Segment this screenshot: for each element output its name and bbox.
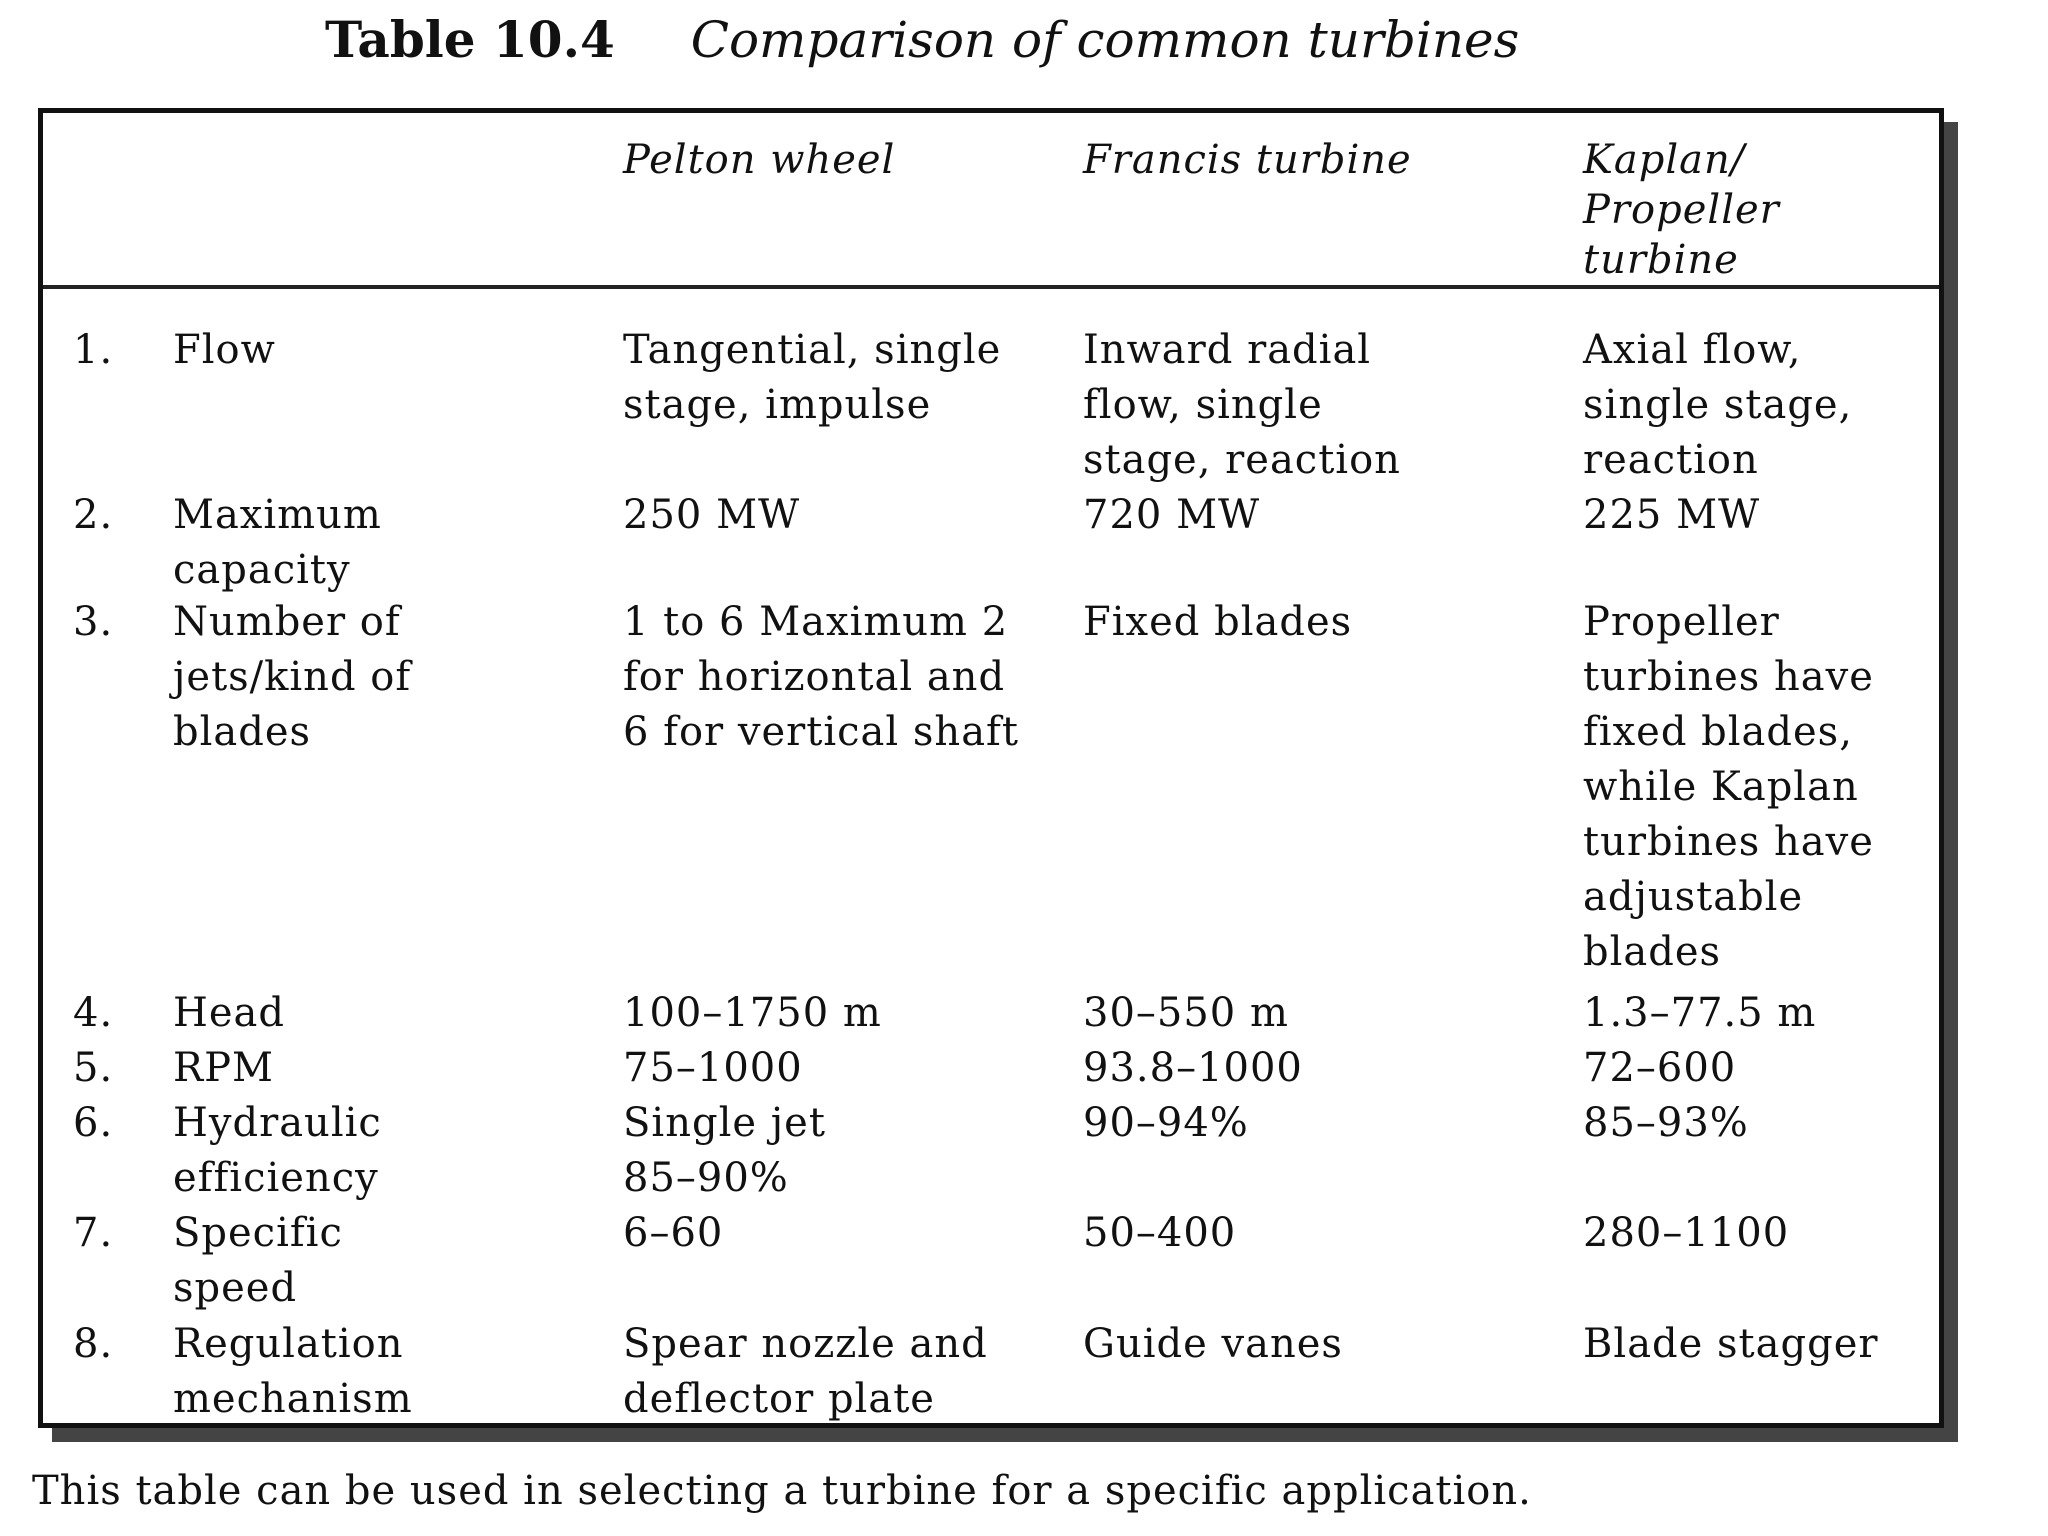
cell-francis: Fixed blades xyxy=(1083,599,1353,645)
header-divider xyxy=(43,285,1939,289)
row-number: 1. xyxy=(73,327,114,373)
row-number: 3. xyxy=(73,599,114,645)
cell-pelton: Tangential, single stage, impulse xyxy=(623,327,1002,428)
cell-francis: 90–94% xyxy=(1083,1100,1249,1146)
row-property: Maximum capacity xyxy=(173,492,382,593)
row-property: Regulation mechanism xyxy=(173,1321,413,1422)
cell-kaplan: 72–600 xyxy=(1583,1045,1737,1091)
row-number: 5. xyxy=(73,1045,114,1091)
cell-pelton: Spear nozzle and deflector plate xyxy=(623,1321,988,1422)
cell-francis: 50–400 xyxy=(1083,1210,1237,1256)
cell-kaplan: 85–93% xyxy=(1583,1100,1749,1146)
row-property: Specific speed xyxy=(173,1210,343,1311)
row-number: 7. xyxy=(73,1210,114,1256)
cell-kaplan: 225 MW xyxy=(1583,492,1761,538)
cell-kaplan: Propeller turbines have fixed blades, while Kaplan turbines have adjustable blades xyxy=(1583,599,1874,975)
table-caption xyxy=(325,10,1519,69)
cell-francis: 30–550 m xyxy=(1083,990,1289,1036)
cell-francis: Guide vanes xyxy=(1083,1321,1343,1367)
cell-pelton: 1 to 6 Maximum 2 for horizontal and 6 for vertical shaft xyxy=(623,599,1019,755)
row-property: Number of jets/kind of blades xyxy=(173,599,412,755)
row-property: Flow xyxy=(173,327,276,373)
row-property: RPM xyxy=(173,1045,274,1091)
column-header-pelton: Pelton wheel xyxy=(623,137,896,183)
cell-francis: 93.8–1000 xyxy=(1083,1045,1303,1091)
row-number: 6. xyxy=(73,1100,114,1146)
cell-kaplan: Blade stagger xyxy=(1583,1321,1879,1367)
row-number: 2. xyxy=(73,492,114,538)
table-title: Comparison of common turbines xyxy=(690,11,1520,69)
cell-pelton: 250 MW xyxy=(623,492,801,538)
column-header-kaplan: Kaplan/ Propeller turbine xyxy=(1583,137,1780,283)
table-footnote: This table can be used in selecting a turbine for a specific application. xyxy=(32,1468,1532,1514)
cell-kaplan: 280–1100 xyxy=(1583,1210,1790,1256)
cell-pelton: 100–1750 m xyxy=(623,990,882,1036)
row-number: 4. xyxy=(73,990,114,1036)
cell-francis: 720 MW xyxy=(1083,492,1261,538)
cell-kaplan: Axial flow, single stage, reaction xyxy=(1583,327,1853,483)
cell-pelton: 6–60 xyxy=(623,1210,724,1256)
cell-francis: Inward radial flow, single stage, reaction xyxy=(1083,327,1401,483)
cell-pelton: Single jet 85–90% xyxy=(623,1100,826,1201)
cell-pelton: 75–1000 xyxy=(623,1045,803,1091)
row-number: 8. xyxy=(73,1321,114,1367)
row-property: Head xyxy=(173,990,286,1036)
column-header-francis: Francis turbine xyxy=(1083,137,1412,183)
table-number: Table 10.4 xyxy=(325,10,615,69)
row-property: Hydraulic efficiency xyxy=(173,1100,382,1201)
cell-kaplan: 1.3–77.5 m xyxy=(1583,990,1817,1036)
comparison-table xyxy=(38,108,1944,1428)
